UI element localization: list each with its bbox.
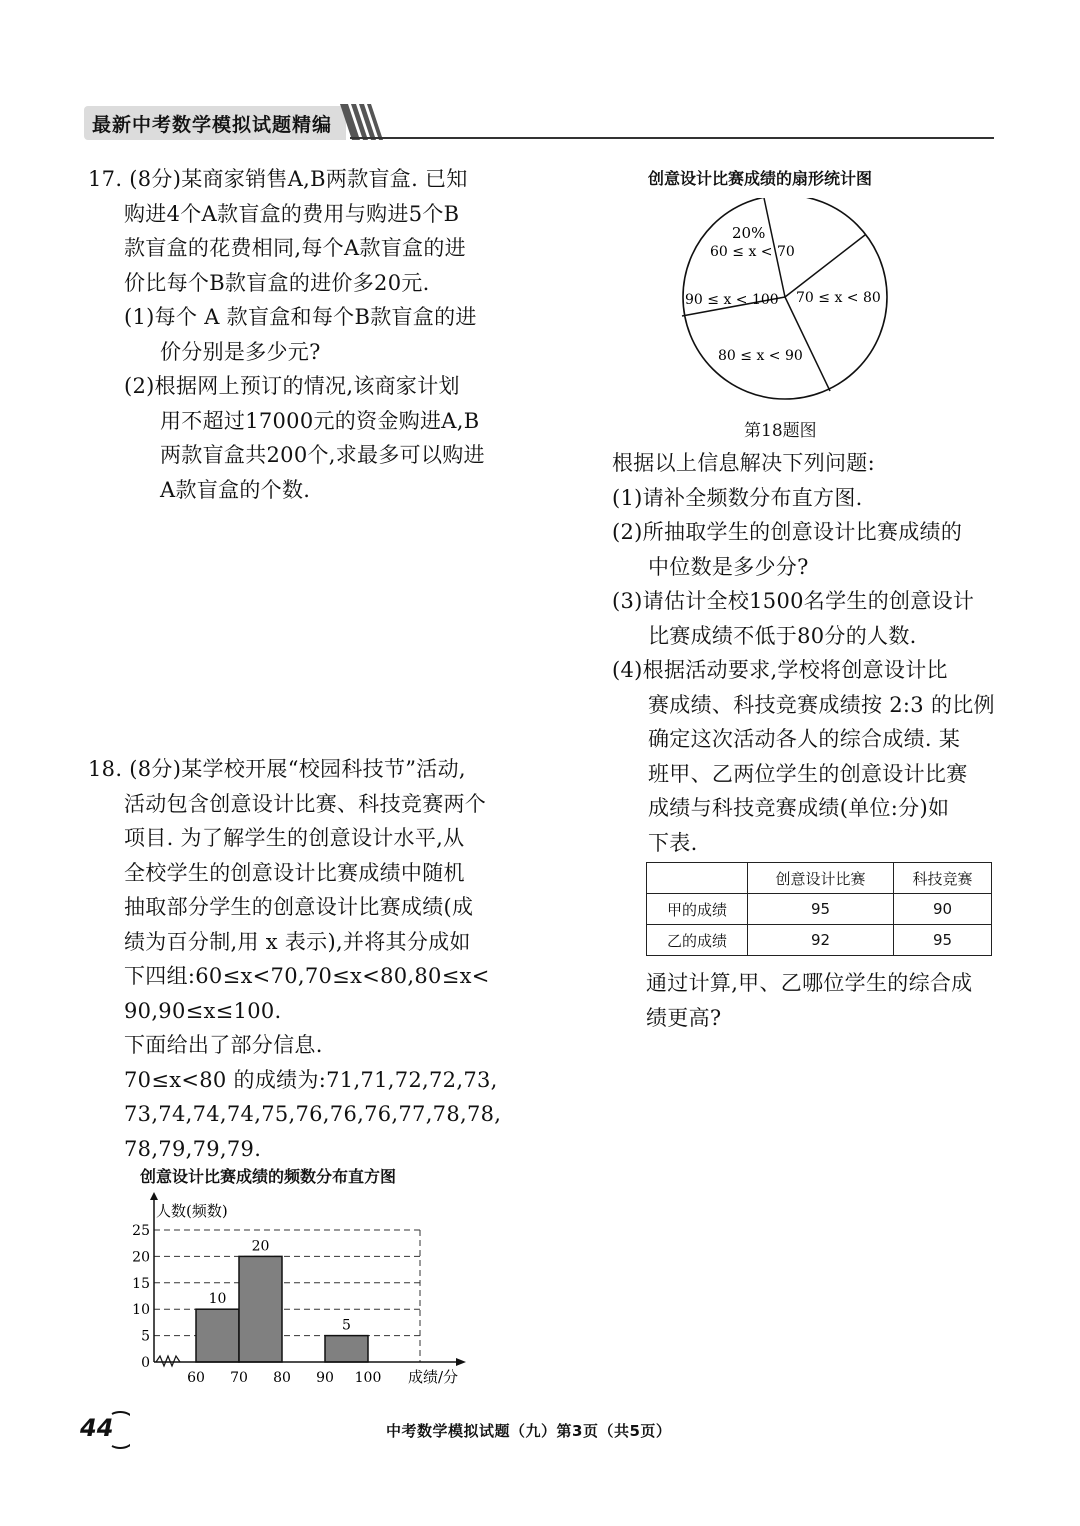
histogram-bar: [325, 1336, 368, 1362]
pie-slice-a-percent: 20%: [732, 224, 766, 242]
final-question-line: 绩更高?: [646, 1005, 722, 1030]
book-title: 最新中考数学模拟试题精编: [92, 114, 333, 136]
table-cell: 95: [748, 894, 894, 925]
x-axis-arrow-icon: [456, 1358, 466, 1366]
question-18: [88, 752, 518, 1166]
histogram-xlabel: 成绩/分: [408, 1368, 459, 1386]
pie-caption: 创意设计比赛成绩的扇形统计图: [648, 169, 873, 188]
histogram-bar: [239, 1256, 282, 1362]
q17-line: 购进4个A款盲盒的费用与购进5个B: [124, 201, 460, 226]
sub-question-4: 班甲、乙两位学生的创意设计比赛: [648, 761, 968, 786]
histogram-ylabel: 人数(频数): [156, 1202, 228, 1220]
sub-question-2: (2)所抽取学生的创意设计比赛成绩的: [612, 520, 963, 544]
table-header-row: [647, 863, 992, 894]
q17-line: 款盲盒的花费相同,每个A款盲盒的进: [124, 236, 466, 260]
table-cell: 乙的成绩: [647, 925, 748, 956]
q18-line: 项目. 为了解学生的创意设计水平,从: [124, 826, 465, 850]
header-rule: [350, 137, 994, 139]
q18-line: 70≤x<80 的成绩为:71,71,72,72,73,: [124, 1067, 498, 1092]
q17-line: 价比每个B款盲盒的进价多20元.: [124, 270, 430, 295]
pie-slice-c-label: 80 ≤ x < 90: [718, 348, 803, 364]
y-tick-label: 0: [141, 1355, 150, 1371]
q17-sub1-line: 价分别是多少元?: [160, 339, 321, 364]
q18-line: 下四组:60≤x<70,70≤x<80,80≤x<: [124, 964, 490, 988]
y-tick-label: 25: [132, 1223, 150, 1239]
histogram-caption: 创意设计比赛成绩的频数分布直方图: [140, 1167, 397, 1186]
y-tick-label: 15: [132, 1275, 150, 1292]
q18-line: 活动包含创意设计比赛、科技竞赛两个: [124, 791, 487, 816]
table-cell: 甲的成绩: [647, 894, 748, 925]
question-17: [88, 162, 518, 507]
pie-slice-a-label: 60 ≤ x < 70: [710, 244, 795, 260]
questions-block: [612, 446, 1012, 860]
table-cell: 90: [894, 894, 992, 925]
q17-sub2-line: (2)根据网上预订的情况,该商家计划: [124, 374, 460, 398]
q18-line: 绩为百分制,用 x 表示),并将其分成如: [124, 929, 471, 954]
sub-question-4: (4)根据活动要求,学校将创意设计比: [612, 658, 948, 682]
y-tick-label: 5: [141, 1328, 150, 1345]
q18-line: 78,79,79,79.: [124, 1136, 262, 1161]
axis-break-icon: [156, 1356, 180, 1366]
q17-sub2-line: 两款盲盒共200个,求最多可以购进: [160, 443, 485, 467]
sub-question-1: (1)请补全频数分布直方图.: [612, 485, 863, 510]
scores-table: [646, 862, 992, 956]
q17-sub2-line: 用不超过17000元的资金购进A,B: [160, 408, 480, 433]
bar-data-label: 10: [208, 1291, 227, 1308]
header-stripes-decoration: [340, 104, 384, 140]
bar-data-label: 20: [251, 1238, 270, 1255]
sub-question-4: 下表.: [648, 830, 698, 855]
table-row: [647, 925, 992, 956]
pie-slice-d-label: 90 ≤ x < 100: [685, 292, 779, 308]
y-tick-label: 20: [132, 1249, 150, 1266]
q18-line: 下面给出了部分信息.: [124, 1033, 323, 1057]
q17-sub1-line: (1)每个 A 款盲盒和每个B款盲盒的进: [124, 305, 477, 329]
q18-line: 抽取部分学生的创意设计比赛成绩(成: [124, 895, 474, 919]
sub-question-4: 赛成绩、科技竞赛成绩按 2:3 的比例: [648, 692, 995, 717]
table-cell: 92: [748, 925, 894, 956]
x-tick-label: 90: [316, 1370, 334, 1386]
sub-question-3: (3)请估计全校1500名学生的创意设计: [612, 589, 975, 613]
sub-question-4: 确定这次活动各人的综合成绩. 某: [648, 727, 961, 751]
frequency-histogram: [120, 1190, 480, 1400]
sub-question-4: 成绩与科技竞赛成绩(单位:分)如: [648, 796, 950, 820]
x-tick-label: 70: [230, 1370, 248, 1386]
table-header-cell: 科技竞赛: [894, 863, 992, 894]
pie-chart: [680, 198, 890, 408]
x-tick-label: 80: [273, 1370, 291, 1386]
table-cell: 95: [894, 925, 992, 956]
sub-question-3: 比赛成绩不低于80分的人数.: [648, 623, 917, 648]
table-header-cell: 创意设计比赛: [748, 863, 894, 894]
x-tick-label: 100: [354, 1370, 382, 1386]
histogram-bar: [196, 1309, 239, 1362]
pie-slice-b-label: 70 ≤ x < 80: [796, 290, 881, 306]
final-question-line: 通过计算,甲、乙哪位学生的综合成: [646, 971, 973, 995]
q17-sub2-line: A款盲盒的个数.: [160, 477, 311, 502]
figure-label: 第18题图: [744, 421, 817, 441]
page-number: 44: [80, 1414, 114, 1442]
bar-data-label: 5: [342, 1317, 351, 1334]
x-tick-label: 60: [187, 1370, 205, 1386]
sub-question-2: 中位数是多少分?: [648, 554, 809, 579]
y-tick-label: 10: [132, 1302, 150, 1319]
y-axis-arrow-icon: [150, 1192, 158, 1200]
footer-text: 中考数学模拟试题（九）第3页（共5页）: [386, 1422, 672, 1440]
table-header-cell: [647, 863, 748, 894]
table-row: [647, 894, 992, 925]
q18-line: 18. (8分)某学校开展“校园科技节”活动,: [88, 757, 466, 781]
q18-line: 90,90≤x≤100.: [124, 998, 282, 1023]
q18-line: 全校学生的创意设计比赛成绩中随机: [124, 860, 465, 885]
q18-line: 73,74,74,74,75,76,76,76,77,78,78,: [124, 1102, 502, 1126]
intro-line: 根据以上信息解决下列问题:: [612, 451, 875, 475]
final-question: [646, 966, 972, 1035]
q17-line: 17. (8分)某商家销售A,B两款盲盒. 已知: [88, 167, 468, 191]
